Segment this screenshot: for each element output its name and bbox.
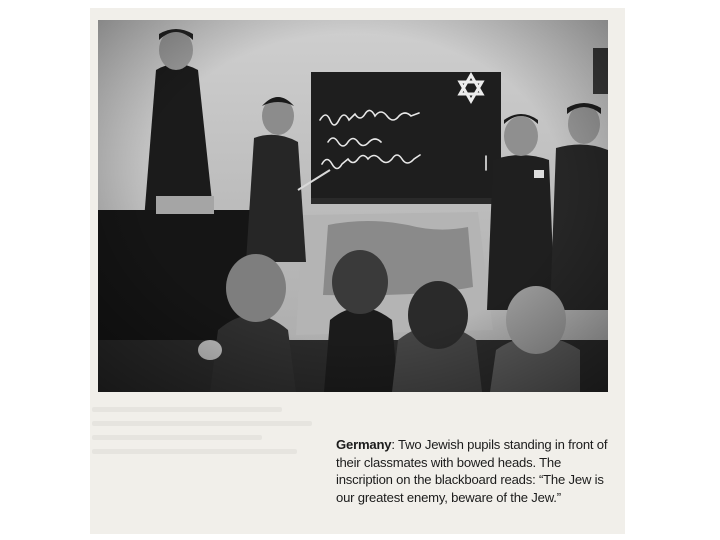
caption-text: : Two Jewish pupils standing in front of their classmates with bowed heads. The inscription on the blackboard reads: “The Jew is our greatest enemy, beware of the Jew.” xyxy=(336,437,608,505)
caption-lead: Germany xyxy=(336,437,392,452)
faded-bleed-through-text xyxy=(92,398,320,468)
photo-caption xyxy=(336,436,618,506)
photo-illustration xyxy=(98,20,608,392)
classroom-photo xyxy=(98,20,608,392)
